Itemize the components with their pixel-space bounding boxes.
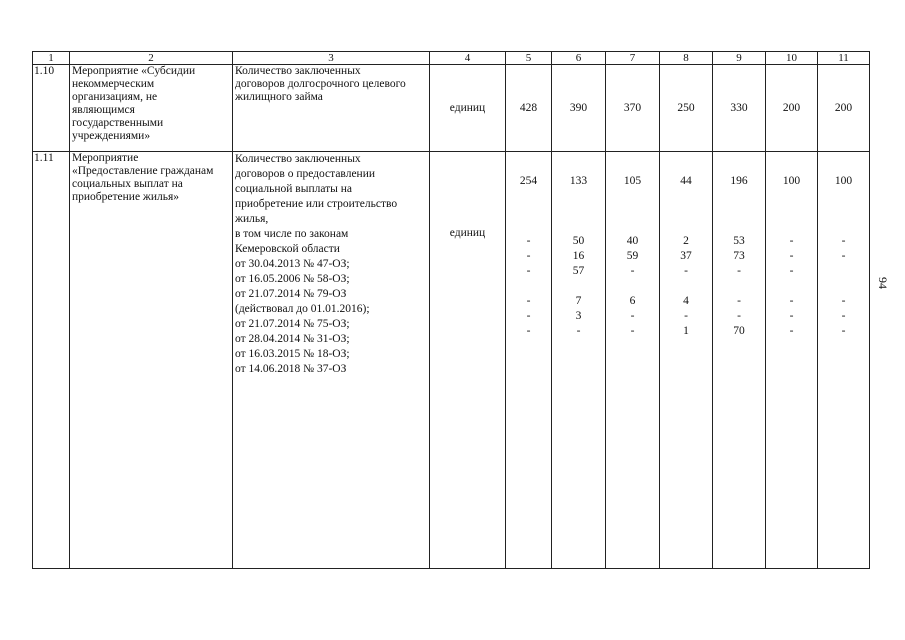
value-cell (608, 219, 657, 234)
value-cell: 390 (552, 65, 606, 152)
value-cell: - (684, 310, 688, 322)
value-cell: 59 (626, 250, 639, 262)
value-cell (554, 204, 603, 219)
indicator-line: от 21.07.2014 № 75-ОЗ; (235, 318, 350, 330)
value-cell (508, 279, 549, 294)
indicator-line: от 21.07.2014 № 79-ОЗ (235, 288, 347, 300)
value-cell (715, 204, 763, 219)
value-cell: - (526, 310, 531, 322)
indicator-line: жилищного займа (235, 91, 323, 103)
row-number: 1.11 (33, 152, 70, 569)
unit-cell: единиц (430, 65, 506, 152)
value-cell (554, 219, 603, 234)
value-cell: 2 (683, 235, 689, 247)
measure-line: государственными (72, 117, 164, 129)
value-cell: 254 (519, 175, 538, 187)
measure-line: учреждениями» (72, 130, 151, 142)
value-cell: 57 (572, 265, 585, 277)
indicator-line: от 14.06.2018 № 37-ОЗ (235, 363, 347, 375)
value-cell (554, 279, 603, 294)
value-cell: 250 (660, 65, 713, 152)
header-cell: 11 (818, 52, 870, 65)
indicator-line: от 16.03.2015 № 18-ОЗ; (235, 348, 350, 360)
value-cell (820, 219, 867, 234)
value-column (766, 152, 818, 569)
indicator-cell (233, 152, 430, 569)
value-cell (662, 189, 710, 204)
value-cell: 100 (782, 175, 801, 187)
value-cell: - (789, 250, 794, 262)
indicator-line: от 30.04.2013 № 47-ОЗ; (235, 258, 350, 270)
indicator-line: от 16.05.2006 № 58-ОЗ; (235, 273, 350, 285)
value-cell: 428 (506, 65, 552, 152)
header-cell: 7 (606, 52, 660, 65)
measure-line: социальных выплат на (72, 178, 183, 190)
indicator-line: договоров долгосрочного целевого (235, 78, 406, 90)
value-cell (768, 219, 815, 234)
value-cell (662, 204, 710, 219)
value-cell: - (789, 235, 794, 247)
value-cell: 3 (575, 310, 582, 322)
value-cell (820, 279, 867, 294)
value-cell: - (737, 310, 741, 322)
value-cell: - (526, 325, 531, 337)
value-cell (508, 219, 549, 234)
value-cell: 70 (733, 325, 745, 337)
value-cell (608, 204, 657, 219)
value-cell: - (789, 295, 794, 307)
measure-line: приобретение жилья» (72, 191, 180, 203)
value-cell: 196 (730, 175, 748, 187)
value-cell: 370 (606, 65, 660, 152)
value-cell (662, 279, 710, 294)
indicator-line: Количество заключенных (235, 153, 361, 165)
value-cell: - (630, 310, 635, 322)
measure-line: «Предоставление гражданам (72, 165, 214, 177)
value-cell (508, 204, 549, 219)
row-number: 1.10 (33, 65, 70, 152)
value-cell (768, 279, 815, 294)
value-cell: - (841, 250, 846, 262)
value-column (713, 152, 766, 569)
indicator-cell (233, 65, 430, 152)
value-cell: 44 (680, 175, 692, 187)
value-cell: - (630, 265, 635, 277)
value-cell: - (737, 295, 741, 307)
table-row (33, 65, 870, 152)
measure-line: Мероприятие «Субсидии (72, 65, 196, 77)
value-column (506, 152, 552, 569)
value-cell: - (630, 325, 635, 337)
value-cell (820, 264, 867, 279)
measure-cell (70, 152, 233, 569)
value-cell: 40 (626, 235, 639, 247)
value-column (818, 152, 870, 569)
header-cell: 8 (660, 52, 713, 65)
value-cell: - (789, 265, 794, 277)
value-cell (820, 189, 867, 204)
indicator-line: жилья, (235, 213, 269, 225)
unit-label: единиц (449, 227, 486, 239)
value-cell: - (841, 310, 846, 322)
header-cell: 2 (70, 52, 233, 65)
header-cell: 4 (430, 52, 506, 65)
value-cell (662, 219, 710, 234)
indicator-line: социальной выплаты на (235, 183, 353, 195)
value-cell (768, 189, 815, 204)
value-cell (768, 204, 815, 219)
measure-cell (70, 65, 233, 152)
indicator-line: договоров о предоставлении (235, 168, 376, 180)
value-cell: 4 (683, 295, 689, 307)
measure-line: Мероприятие (72, 152, 139, 164)
unit-cell (430, 152, 506, 569)
value-cell: - (789, 310, 794, 322)
value-cell: - (684, 265, 688, 277)
value-cell (554, 189, 603, 204)
page-number: 94 (876, 277, 890, 289)
value-cell: 53 (733, 235, 745, 247)
header-cell: 10 (766, 52, 818, 65)
measure-line: являющимся (72, 104, 135, 116)
value-cell: - (789, 325, 794, 337)
value-cell: 50 (572, 235, 585, 247)
value-column (552, 152, 606, 569)
value-column (660, 152, 713, 569)
value-cell (608, 279, 657, 294)
value-cell (508, 189, 549, 204)
indicator-line: приобретение или строительство (235, 198, 398, 210)
header-cell: 9 (713, 52, 766, 65)
targets-table (32, 51, 870, 569)
value-cell (608, 189, 657, 204)
header-cell: 3 (233, 52, 430, 65)
value-cell: - (526, 265, 531, 277)
value-cell: 200 (766, 65, 818, 152)
value-cell (715, 219, 763, 234)
value-cell: - (841, 295, 846, 307)
value-cell: 6 (629, 295, 636, 307)
value-cell: - (841, 235, 846, 247)
measure-line: некоммерческим (72, 78, 155, 90)
indicator-line: Количество заключенных (235, 65, 361, 77)
value-cell: 73 (733, 250, 745, 262)
value-cell: - (526, 295, 531, 307)
measure-line: организациям, не (72, 91, 158, 103)
value-cell: - (526, 250, 531, 262)
value-cell (820, 204, 867, 219)
value-cell: 133 (569, 175, 588, 187)
indicator-line: от 28.04.2014 № 31-ОЗ; (235, 333, 350, 345)
value-cell: 16 (572, 250, 585, 262)
value-cell: 200 (818, 65, 870, 152)
value-cell: - (576, 325, 581, 337)
header-cell: 1 (33, 52, 70, 65)
value-cell: 1 (683, 325, 689, 337)
indicator-line: (действовал до 01.01.2016); (235, 303, 370, 315)
indicator-line: Кемеровской области (235, 243, 340, 255)
header-cell: 5 (506, 52, 552, 65)
value-cell: 7 (575, 295, 582, 307)
value-cell: 37 (680, 250, 692, 262)
value-cell: 105 (623, 175, 642, 187)
value-column (606, 152, 660, 569)
header-row (33, 52, 870, 65)
value-cell (715, 279, 763, 294)
table-row (33, 152, 870, 569)
indicator-line: в том числе по законам (235, 228, 349, 240)
value-cell: - (737, 265, 741, 277)
value-cell: 330 (713, 65, 766, 152)
value-cell (715, 189, 763, 204)
value-cell: 100 (834, 175, 853, 187)
value-cell: - (841, 325, 846, 337)
header-cell: 6 (552, 52, 606, 65)
value-cell: - (526, 235, 531, 247)
